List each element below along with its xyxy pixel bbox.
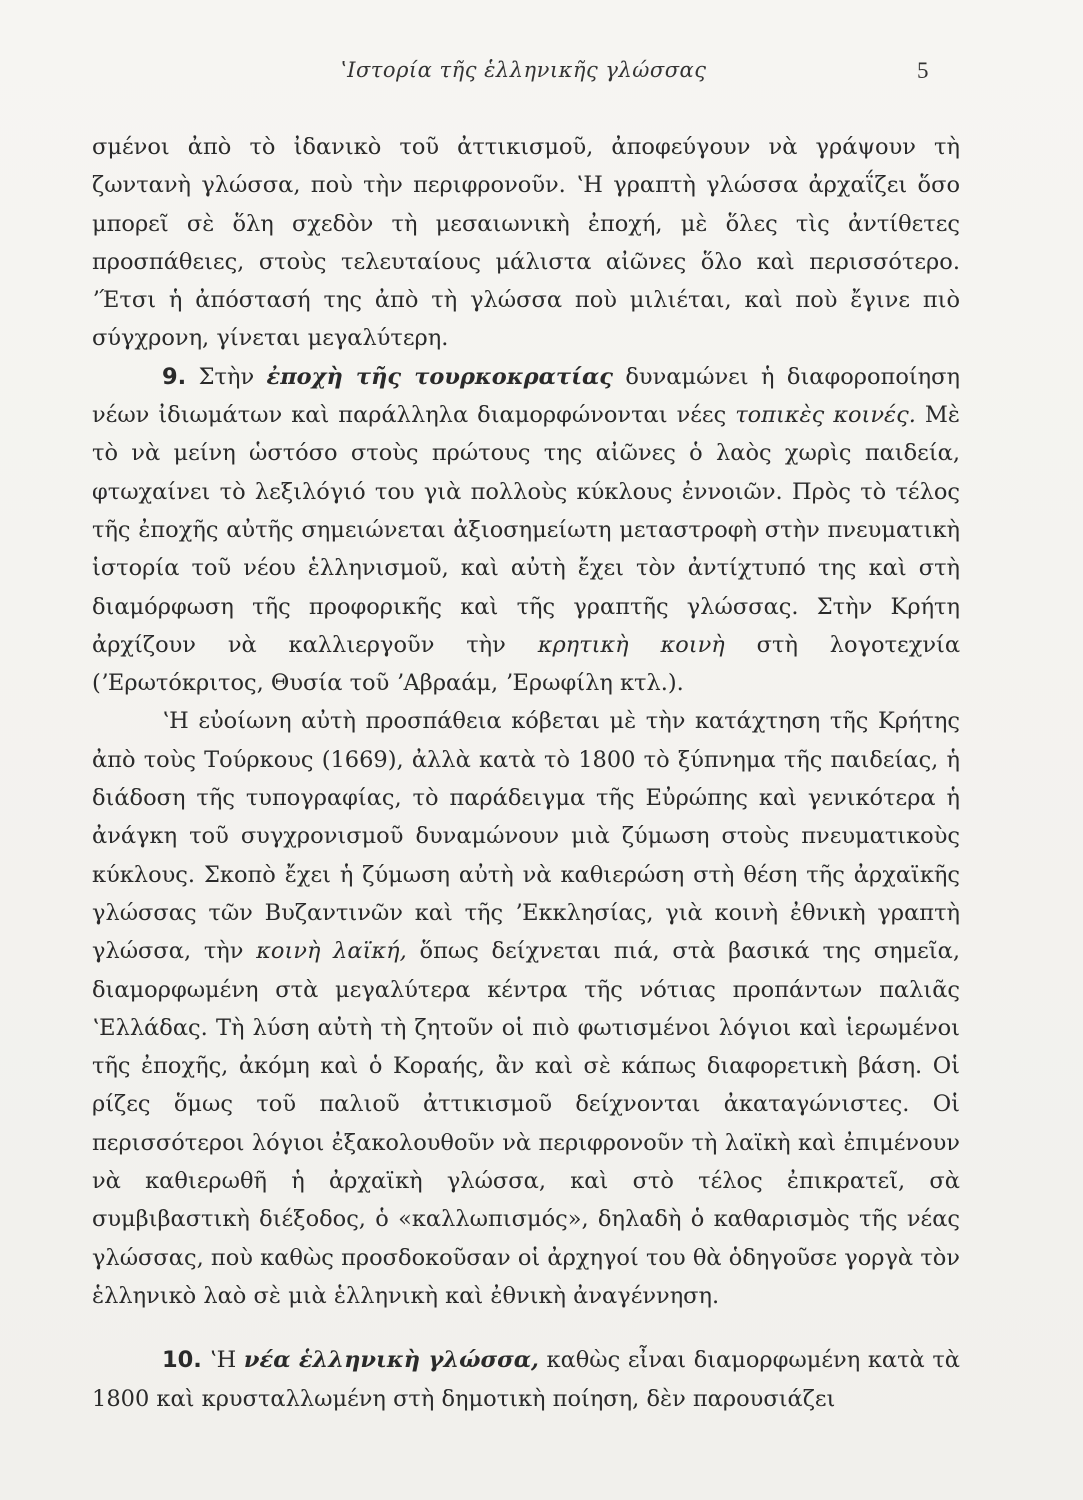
- text-run: ʽΗ: [209, 1347, 237, 1374]
- paragraph-continuation: σμένοι ἀπὸ τὸ ἰδανικὸ τοῦ ἀττικισμοῦ, ἀποφεύγουν νὰ γράψουν τὴ ζωντανὴ γλώσσα, ποὺ τὴν περιφρονοῦν. ʽΗ γραπτὴ γλώσσα ἀρχαΐζει ὅσο μπορεῖ σὲ ὅλη σχεδὸν τὴ μεσαιωνικὴ ἐποχή, μὲ ὅλες τὶς ἀντίθετες προσπάθειες, στοὺς τελευταίους μάλιστα αἰῶνες ὅλο καὶ περισσότερο. ʼΈτσι ἡ ἀπόστασή της ἀπὸ τὴ γλώσσα ποὺ μιλιέται, καὶ ποὺ ἔγινε πιὸ σύγχρονη, γίνεται μεγαλύτερη.: [92, 134, 960, 352]
- emphasis-term: κοινὴ λαϊκή,: [256, 938, 407, 965]
- emphasis-term: νέα ἑλληνικὴ γλώσσα,: [243, 1347, 539, 1374]
- paragraph-section-9: [92, 358, 960, 703]
- page-number: 5: [917, 58, 929, 83]
- emphasis-term: ἐποχὴ τῆς τουρκοκρατίας: [266, 363, 613, 390]
- section-number: 10.: [162, 1347, 202, 1374]
- text-run: δυναμώνει ἡ διαφοροποίηση νέων ἰδιωμάτων καὶ παράλληλα διαμορφώνονται νέες: [92, 363, 961, 429]
- text-run: Στὴν: [198, 363, 255, 390]
- emphasis-term: κρητικὴ κοινὴ: [537, 631, 725, 658]
- text-run: ὅπως δείχνεται πιά, στὰ βασικά της σημεῖα, διαμορφωμένη στὰ μεγαλύτερα κέντρα τῆς νότιας προπάντων παλιᾶς ʽΕλλάδας. Τὴ λύση αὐτὴ τὴ ζητοῦν οἱ πιὸ φωτισμένοι λόγιοι καὶ ἱερωμένοι τῆς ἐποχῆς, ἀκόμη καὶ ὁ Κοραής, ἂν καὶ σὲ κάπως διαφορετικὴ βάση. Οἱ ρίζες ὅμως τοῦ παλιοῦ ἀττικισμοῦ δείχνονται ἀκαταγώνιστες. Οἱ περισσότεροι λόγιοι ἐξακολουθοῦν νὰ περιφρονοῦν τὴ λαϊκὴ καὶ ἐπιμένουν νὰ καθιερωθῆ ἡ ἀρχαϊκὴ γλώσσα, καὶ στὸ τέλος ἐπικρατεῖ, σὰ συμβιβαστικὴ διέξοδος, ὁ «καλλωπισμός», δηλαδὴ ὁ καθαρισμὸς τῆς νέας γλώσσας, ποὺ καθὼς προσδοκοῦσαν οἱ ἀρχηγοί του θὰ ὁδηγοῦσε γοργὰ τὸν ἑλληνικὸ λαὸ σὲ μιὰ ἑλληνικὴ καὶ ἐθνικὴ ἀναγέννηση.: [92, 938, 960, 1309]
- emphasis-term: τοπικὲς κοινές.: [735, 402, 916, 429]
- section-number: 9.: [162, 363, 187, 390]
- body-text: [92, 128, 960, 1418]
- running-title: ʽΙστορία τῆς ἑλληνικῆς γλώσσας: [340, 58, 707, 82]
- text-run: στὴ λογοτεχνία (ʼΕρωτόκριτος, Θυσία τοῦ ʼΑβραάμ, ʼΕρωφίλη κτλ.).: [92, 631, 961, 697]
- paragraph-section-10: [92, 1341, 960, 1418]
- text-run: Μὲ τὸ νὰ μείνη ὡστόσο στοὺς πρώτους της αἰῶνες ὁ λαὸς χωρὶς παιδεία, φτωχαίνει τὸ λεξιλόγιό του γιὰ πολλοὺς κύκλους ἐννοιῶν. Πρὸς τὸ τέλος τῆς ἐποχῆς αὐτῆς σημειώνεται ἀξιοσημείωτη μεταστροφὴ στὴν πνευματικὴ ἱστορία τοῦ νέου ἑλληνισμοῦ, καὶ αὐτὴ ἔχει τὸν ἀντίχτυπό της καὶ στὴ διαμόρφωση τῆς προφορικῆς καὶ τῆς γραπτῆς γλώσσας. Στὴν Κρήτη ἀρχίζουν νὰ καλλιεργοῦν τὴν: [92, 402, 960, 658]
- text-run: καθὼς εἶναι διαμορφωμένη κατὰ τὰ 1800 καὶ κρυσταλλωμένη στὴ δημοτικὴ ποίηση, δὲν παρουσιάζει: [92, 1347, 961, 1412]
- paragraph: [92, 702, 960, 1315]
- text-run: ʽΗ εὐοίωνη αὐτὴ προσπάθεια κόβεται μὲ τὴν κατάχτηση τῆς Κρήτης ἀπὸ τοὺς Τούρκους (1669), ἀλλὰ κατὰ τὸ 1800 τὸ ξύπνημα τῆς παιδείας, ἡ διάδοση τῆς τυπογραφίας, τὸ παράδειγμα τῆς Εὐρώπης καὶ γενικότερα ἡ ἀνάγκη τοῦ συγχρονισμοῦ δυναμώνουν μιὰ ζύμωση στοὺς πνευματικοὺς κύκλους. Σκοπὸ ἔχει ἡ ζύμωση αὐτὴ νὰ καθιερώση στὴ θέση τῆς ἀρχαϊκῆς γλώσσας τῶν Βυζαντινῶν καὶ τῆς ʼΕκκλησίας, γιὰ κοινὴ ἐθνικὴ γραπτὴ γλώσσα, τὴν: [92, 708, 960, 965]
